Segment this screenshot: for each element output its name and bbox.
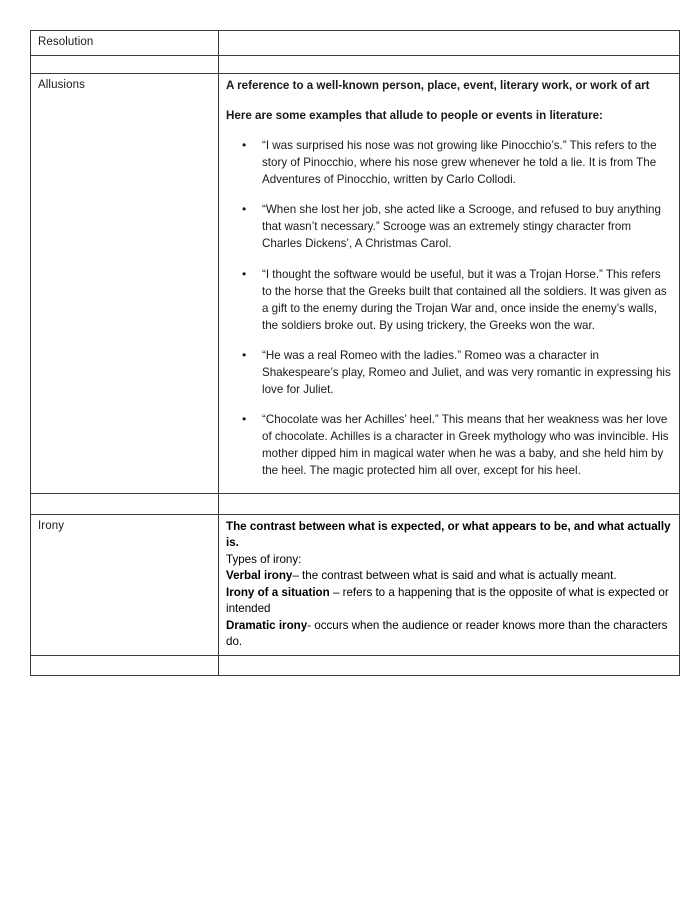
list-item-text: “Chocolate was her Achilles’ heel.” This means that her weakness was her love of chocolate. Achilles is a character in Greek mythology who was invincible. His mother dipped him in magical water when he was a baby, and she held him by the heel. The magic protected him all over, except for his heel. [262,412,669,477]
term-cell-empty-3 [31,656,219,676]
list-item-text: “He was a real Romeo with the ladies.” Romeo was a character in Shakespeare’s play, Romeo and Juliet, and was very romantic in expressing his love for Juliet. [262,348,671,396]
definition-text-resolution [219,31,679,40]
term-label-resolution: Resolution [38,36,94,48]
allusions-example-list [226,137,672,479]
list-item [226,137,672,188]
irony-content [219,515,679,656]
allusions-content [219,74,679,493]
term-label-empty-3 [31,656,218,665]
definition-text-empty-1 [219,56,679,65]
list-item [226,266,672,334]
term-label-allusions: Allusions [38,78,85,91]
term-label-empty-1 [31,56,218,65]
table-row [31,73,680,493]
term-cell-resolution [31,31,219,56]
definition-cell-empty-1 [219,55,680,73]
literary-terms-table [30,30,680,676]
irony-types-label: Types of irony: [226,552,302,566]
allusions-examples-heading: Here are some examples that allude to people or events in literature: [226,108,603,122]
definition-cell-irony [219,514,680,656]
table-row [31,514,680,656]
term-cell-irony [31,514,219,656]
term-label-irony: Irony [38,519,65,532]
bullet-icon: • [242,347,247,362]
term-label-empty-2 [31,494,218,503]
definition-text-empty-2 [219,494,679,503]
table-row-empty [31,55,680,73]
list-item [226,411,672,479]
irony-definition-lead: The contrast between what is expected, or what appears to be, and what actually is. [226,519,671,550]
table-row-empty [31,656,680,676]
definition-cell-allusions [219,73,680,493]
irony-type-situation-name: Irony of a situation [226,585,330,599]
bullet-icon: • [242,266,247,281]
irony-type-dramatic-desc: - occurs when the audience or reader knows more than the characters do. [226,618,668,649]
irony-type-dramatic [226,618,672,651]
definition-text-empty-3 [219,656,679,665]
irony-type-situation-desc: – refers to a happening that is the opposite of what is expected or intended [226,585,669,616]
bullet-icon: • [242,411,247,426]
list-item-text: “I was surprised his nose was not growing like Pinocchio’s.” This refers to the story of Pinocchio, where his nose grew whenever he told a lie. It is from The Adventures of Pinocchio, written by Carlo Collodi. [262,139,657,187]
list-item-text: “I thought the software would be useful, but it was a Trojan Horse.” This refers to the horse that the Greeks built that contained all the soldiers. It was given as a gift to the enemy during the Trojan War and, once inside the enemy’s walls, the soldiers broke out. By using trickery, the Greeks won the war. [262,267,667,332]
list-item [226,347,672,398]
definition-cell-empty-2 [219,493,680,514]
definition-cell-resolution [219,31,680,56]
irony-type-dramatic-name: Dramatic irony [226,618,308,632]
definition-cell-empty-3 [219,656,680,676]
irony-type-verbal-name: Verbal irony [226,569,293,583]
irony-type-situation [226,585,672,618]
irony-type-verbal-desc: – the contrast between what is said and what is actually meant. [292,569,617,583]
table-row-empty [31,493,680,514]
bullet-icon: • [242,202,247,217]
term-cell-empty-1 [31,55,219,73]
table-row [31,31,680,56]
list-item [226,201,672,252]
list-item-text: “When she lost her job, she acted like a Scrooge, and refused to buy anything that wasn’t necessary.” Scrooge was an extremely stingy character from Charles Dickens’, A Christmas Carol. [262,203,661,251]
irony-type-verbal [226,568,672,584]
bullet-icon: • [242,138,247,153]
term-cell-allusions [31,73,219,493]
term-cell-empty-2 [31,493,219,514]
allusions-definition-heading: A reference to a well-known person, place, event, literary work, or work of art [226,78,650,92]
